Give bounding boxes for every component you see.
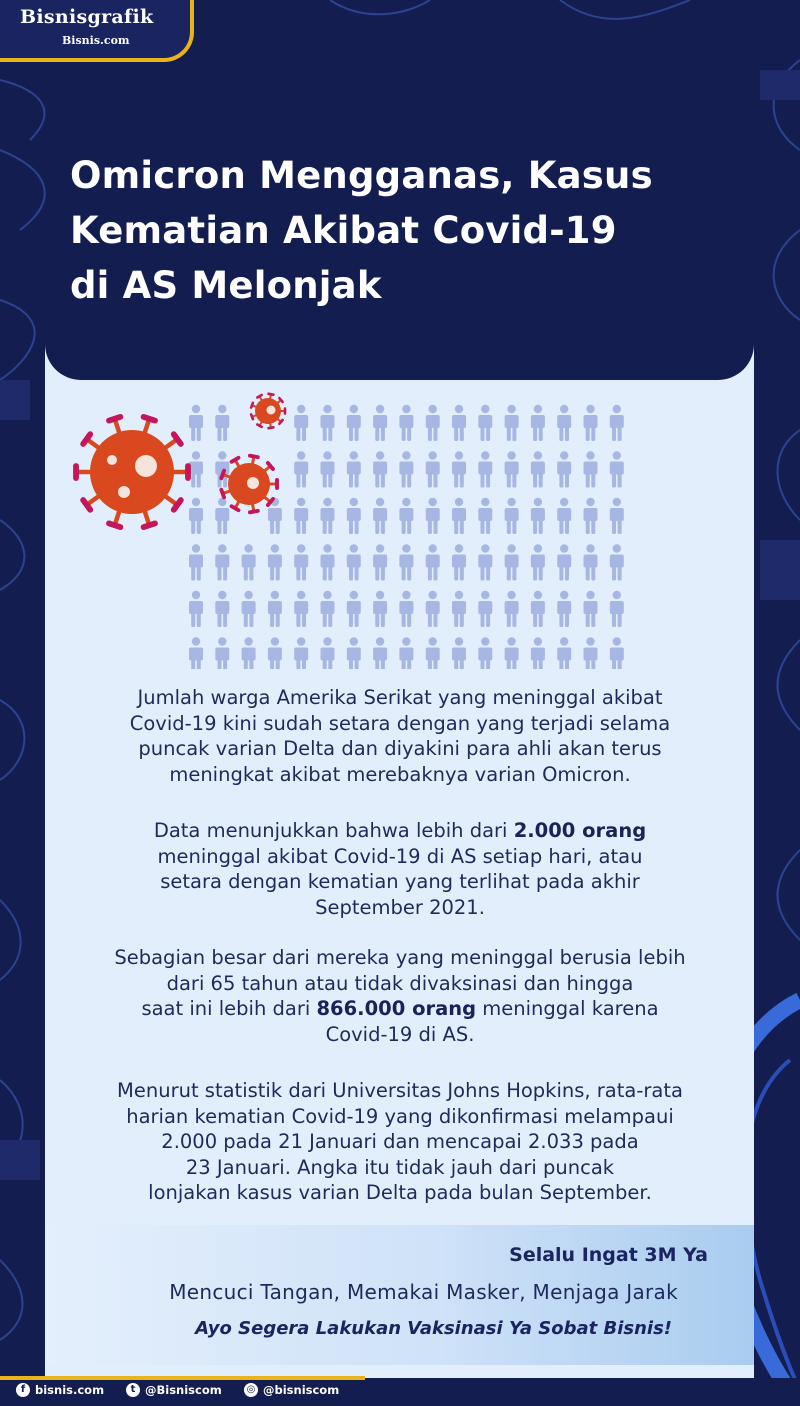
person-icon	[347, 498, 361, 534]
title-line: Omicron Mengganas, Kasus	[70, 154, 653, 197]
person-icon	[531, 591, 545, 627]
person-icon	[505, 591, 519, 627]
person-icon	[557, 405, 571, 441]
person-icon	[268, 637, 282, 669]
reminder-3m: Mencuci Tangan, Memakai Masker, Menjaga Jarak	[169, 1280, 678, 1304]
person-icon	[399, 451, 413, 487]
person-icon	[321, 451, 335, 487]
person-icon	[347, 637, 361, 669]
person-icon	[268, 544, 282, 580]
person-icon	[610, 405, 624, 441]
reminder-heading: Selalu Ingat 3M Ya	[509, 1244, 708, 1266]
highlight-figure: 866.000 orang	[316, 997, 477, 1020]
paragraph-line: Jumlah warga Amerika Serikat yang meninggal akibat	[137, 686, 663, 709]
person-icon	[215, 591, 229, 627]
person-icon	[531, 544, 545, 580]
paragraph-line: Covid-19 kini sudah setara dengan yang terjadi selama	[129, 711, 671, 735]
person-icon	[373, 498, 387, 534]
person-icon	[584, 405, 598, 441]
person-icon	[452, 405, 466, 441]
social-bar	[0, 1378, 800, 1406]
virus-icon	[248, 391, 288, 431]
person-icon	[531, 637, 545, 669]
page-title	[70, 148, 720, 313]
person-icon	[321, 498, 335, 534]
paragraph-line: Menurut statistik dari Universitas Johns Hopkins, rata-rata	[117, 1079, 683, 1102]
person-icon	[610, 451, 624, 487]
person-icon	[321, 591, 335, 627]
person-icon	[189, 544, 203, 580]
person-icon	[347, 544, 361, 580]
person-icon	[610, 544, 624, 580]
facebook-icon: f	[16, 1383, 30, 1397]
person-icon	[189, 637, 203, 669]
person-icon	[531, 498, 545, 534]
person-icon	[531, 451, 545, 487]
person-icon	[399, 591, 413, 627]
person-icon	[294, 637, 308, 669]
paragraph	[70, 1078, 730, 1206]
person-icon	[610, 591, 624, 627]
person-icon	[347, 591, 361, 627]
person-icon	[426, 591, 440, 627]
person-icon	[321, 637, 335, 669]
person-icon	[399, 544, 413, 580]
person-icon	[426, 405, 440, 441]
person-icon	[452, 637, 466, 669]
social-facebook[interactable]	[16, 1383, 104, 1397]
person-icon	[399, 405, 413, 441]
person-icon	[321, 544, 335, 580]
person-icon	[373, 544, 387, 580]
person-icon	[242, 637, 256, 669]
person-icon	[505, 637, 519, 669]
person-icon	[426, 498, 440, 534]
social-twitter-label: @Bisniscom	[145, 1383, 222, 1397]
brand-sub: Bisnis.com	[62, 34, 130, 47]
paragraph-line: lonjakan kasus varian Delta pada bulan September.	[148, 1181, 652, 1204]
person-icon	[584, 451, 598, 487]
paragraph-line: setara dengan kematian yang terlihat pada akhir	[160, 870, 640, 893]
person-icon	[610, 637, 624, 669]
person-icon	[215, 637, 229, 669]
instagram-icon: ◎	[244, 1383, 258, 1397]
person-icon	[478, 451, 492, 487]
person-icon	[452, 591, 466, 627]
social-facebook-label: bisnis.com	[35, 1383, 105, 1397]
person-icon	[426, 637, 440, 669]
person-icon	[373, 591, 387, 627]
person-icon	[505, 451, 519, 487]
person-icon	[478, 591, 492, 627]
virus-icon	[68, 408, 196, 536]
paragraph-line: meninggal akibat Covid-19 di AS setiap hari, atau	[157, 844, 643, 868]
paragraph-line: saat ini lebih dari 866.000 orang meninggal karena	[141, 997, 659, 1020]
reminder-vaccine: Ayo Segera Lakukan Vaksinasi Ya Sobat Bisnis!	[195, 1318, 672, 1339]
person-icon	[294, 451, 308, 487]
social-instagram[interactable]	[244, 1383, 339, 1397]
paragraph-line: meningkat akibat merebaknya varian Omicron.	[169, 762, 631, 786]
paragraph-line: harian kematian Covid-19 yang dikonfirmasi melampaui	[126, 1104, 674, 1128]
person-icon	[478, 405, 492, 441]
person-icon	[610, 498, 624, 534]
person-icon	[294, 405, 308, 441]
virus-icon	[218, 453, 280, 515]
person-icon	[505, 544, 519, 580]
person-icon	[584, 544, 598, 580]
person-icon	[373, 451, 387, 487]
person-icon	[189, 591, 203, 627]
person-icon	[557, 544, 571, 580]
person-icon	[452, 498, 466, 534]
paragraph-line: 23 Januari. Angka itu tidak jauh dari puncak	[185, 1155, 615, 1179]
person-icon	[557, 498, 571, 534]
person-icon	[478, 637, 492, 669]
person-icon	[242, 544, 256, 580]
person-icon	[215, 405, 229, 441]
paragraph-line: Covid-19 di AS.	[325, 1022, 475, 1046]
paragraph-line: puncak varian Delta dan diyakini para ahli akan terus	[138, 737, 662, 760]
paragraph	[70, 685, 730, 787]
person-icon	[242, 591, 256, 627]
person-icon	[505, 405, 519, 441]
person-icon	[584, 591, 598, 627]
person-icon	[215, 544, 229, 580]
paragraph-line: dari 65 tahun atau tidak divaksinasi dan hingga	[166, 971, 634, 995]
person-icon	[478, 544, 492, 580]
person-icon	[452, 544, 466, 580]
paragraph	[70, 945, 730, 1047]
people-grid-illustration	[184, 404, 634, 669]
person-icon	[505, 498, 519, 534]
person-icon	[557, 591, 571, 627]
person-icon	[452, 451, 466, 487]
person-icon	[321, 405, 335, 441]
person-icon	[584, 637, 598, 669]
person-icon	[294, 498, 308, 534]
person-icon	[373, 637, 387, 669]
title-line: Kematian Akibat Covid-19	[70, 209, 617, 252]
paragraph-line: September 2021.	[315, 895, 485, 919]
person-icon	[268, 591, 282, 627]
person-icon	[294, 544, 308, 580]
brand-logo	[0, 0, 194, 62]
person-icon	[399, 637, 413, 669]
person-icon	[426, 451, 440, 487]
person-icon	[531, 405, 545, 441]
paragraph-line: Sebagian besar dari mereka yang meninggal berusia lebih	[114, 946, 686, 969]
person-icon	[557, 637, 571, 669]
highlight-figure: 2.000 orang	[513, 819, 647, 842]
twitter-icon: t	[126, 1383, 140, 1397]
person-icon	[347, 405, 361, 441]
person-icon	[294, 591, 308, 627]
title-line: di AS Melonjak	[70, 264, 382, 307]
person-icon	[426, 544, 440, 580]
social-twitter[interactable]	[126, 1383, 222, 1397]
social-instagram-label: @bisniscom	[263, 1383, 340, 1397]
paragraph	[70, 818, 730, 920]
paragraph-line: Data menunjukkan bahwa lebih dari 2.000 orang	[153, 819, 647, 842]
person-icon	[584, 498, 598, 534]
brand-name: Bisnisgrafik	[20, 6, 154, 28]
divider	[0, 1376, 365, 1380]
person-icon	[373, 405, 387, 441]
person-icon	[478, 498, 492, 534]
paragraph-line: 2.000 pada 21 Januari dan mencapai 2.033 pada	[161, 1130, 639, 1153]
person-icon	[557, 451, 571, 487]
person-icon	[399, 498, 413, 534]
person-icon	[347, 451, 361, 487]
